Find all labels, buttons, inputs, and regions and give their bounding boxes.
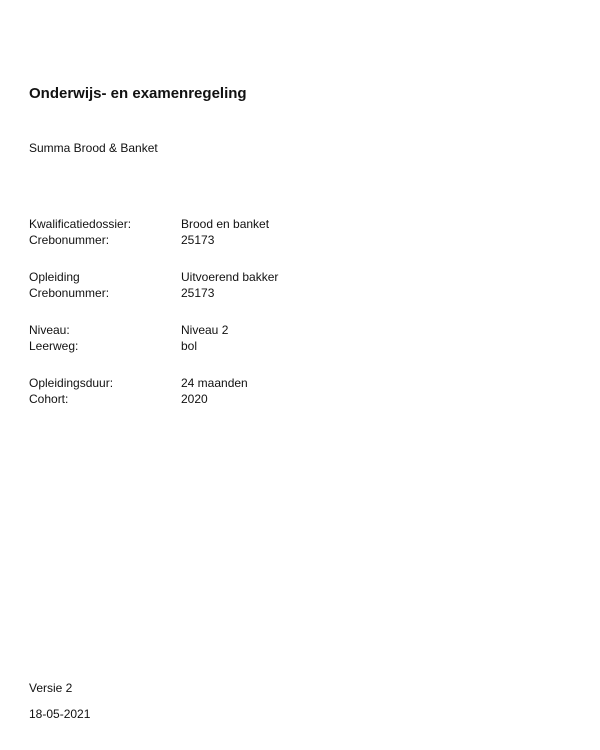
info-row xyxy=(29,338,429,354)
document-subtitle: Summa Brood & Banket xyxy=(29,141,158,155)
document-date: 18-05-2021 xyxy=(29,707,91,721)
info-row xyxy=(29,232,429,248)
info-label: Cohort: xyxy=(29,392,69,406)
info-value: 25173 xyxy=(181,286,215,300)
info-row xyxy=(29,322,429,338)
info-value: bol xyxy=(181,339,198,353)
info-group-opleiding xyxy=(29,269,429,301)
document-version: Versie 2 xyxy=(29,681,73,695)
info-value: Brood en banket xyxy=(181,217,270,231)
info-value: 2020 xyxy=(181,392,208,406)
info-label: Crebonummer: xyxy=(29,233,110,247)
info-row xyxy=(29,391,429,407)
info-label: Crebonummer: xyxy=(29,286,110,300)
info-group-duur xyxy=(29,375,429,407)
info-row xyxy=(29,285,429,301)
info-row xyxy=(29,216,429,232)
info-value: Niveau 2 xyxy=(181,323,229,337)
document-title: Onderwijs- en examenregeling xyxy=(29,85,247,102)
info-label: Kwalificatiedossier: xyxy=(29,217,132,231)
info-value: 25173 xyxy=(181,233,215,247)
info-row xyxy=(29,375,429,391)
info-value: Uitvoerend bakker xyxy=(181,270,279,284)
info-table xyxy=(29,216,429,428)
info-label: Opleidingsduur: xyxy=(29,376,114,390)
info-label: Niveau: xyxy=(29,323,70,337)
info-row xyxy=(29,269,429,285)
info-group-niveau xyxy=(29,322,429,354)
info-label: Opleiding xyxy=(29,270,80,284)
info-group-kwalificatie xyxy=(29,216,429,248)
info-value: 24 maanden xyxy=(181,376,248,390)
info-label: Leerweg: xyxy=(29,339,79,353)
